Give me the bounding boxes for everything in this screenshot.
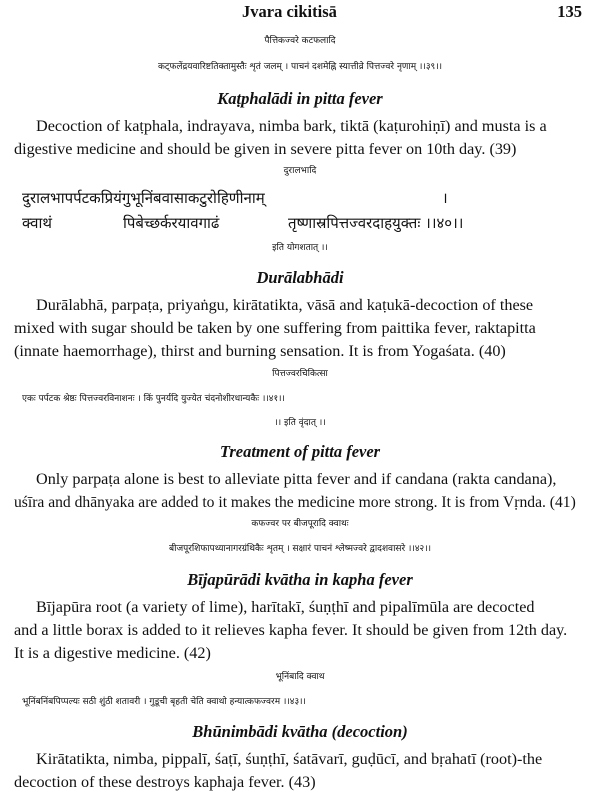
paragraph-line: digestive medicine and should be given in severe pitta fever on 10th day. (39) — [14, 140, 517, 158]
sanskrit-source-line: इति योगशतात् ।। — [272, 243, 328, 253]
sanskrit-heading: भूनिंबादि क्वाथ — [275, 672, 325, 682]
sanskrit-verse — [0, 188, 600, 238]
sanskrit-heading: पैत्तिकज्वरे कटफलादि — [264, 36, 336, 46]
sanskrit-heading: दुरालभादि — [283, 166, 317, 176]
paragraph — [14, 468, 582, 514]
sanskrit-verse: कट्फलेंद्रयवारिष्टतिक्तामुस्तैः शृतं जलम् । पाचनं दशमेह्नि स्यात्तीव्रे पित्तज्वरे नृणाम् ।।३९।। — [157, 62, 443, 72]
sanskrit-source-line: ।। इति वृंदात् ।। — [274, 418, 326, 428]
verse-part: पिबेच्छर्करयावगाढं — [123, 214, 220, 232]
paragraph — [14, 748, 582, 794]
paragraph-line: Kirātatikta, nimba, pippalī, śaṭī, śuṇṭhī, śatāvarī, guḍūcī, and bṛahatī (root)-the — [36, 750, 543, 768]
section-heading: Bījapūrādi kvātha in kapha fever — [187, 570, 413, 589]
paragraph-line: and a little borax is added to it relieves kapha fever. It should be given from 12th day. — [14, 621, 568, 639]
verse-part: । — [442, 189, 448, 207]
running-title: Jvara cikitisā — [242, 2, 337, 21]
verse-part: तृष्णास्रपित्तज्वरदाहयुक्तः ।।४०।। — [288, 214, 464, 232]
paragraph — [14, 596, 582, 665]
paragraph-line: mixed with sugar should be taken by one suffering from paittika fever, raktapitta — [14, 319, 536, 337]
section-heading: Durālabhādi — [256, 268, 344, 287]
section-heading: Treatment of pitta fever — [219, 442, 381, 461]
verse-part: दुरालभापर्पटकप्रियंगुभूनिंबवासाकटुरोहिणीनाम् — [22, 189, 265, 207]
section-heading: Kaṭphalādi in pitta fever — [217, 89, 383, 108]
sanskrit-verse: एकः पर्पटक श्रेष्ठः पित्तज्वरविनाशनः । किं पुनर्यदि युज्येत चंदनोशीरधान्यकैः ।।४१।। — [22, 394, 285, 404]
paragraph — [14, 294, 582, 363]
paragraph-line: decoction of these destroys kaphaja fever. (43) — [14, 773, 316, 791]
paragraph-line: uśīra and dhānyaka are added to it makes the medicine more strong. It is from Vṛnda. (41) — [14, 494, 576, 511]
paragraph-line: Durālabhā, parpaṭa, priyaṅgu, kirātatikta, vāsā and kaṭukā-decoction of these — [36, 296, 534, 314]
paragraph-line: Bījapūra root (a variety of lime), harītakī, śuṇṭhī and pipalīmūla are decocted — [36, 598, 535, 616]
verse-part: क्वाथं — [22, 214, 52, 232]
sanskrit-heading: पित्तज्वरचिकित्सा — [272, 369, 328, 379]
paragraph-line: Decoction of kaṭphala, indrayava, nimba bark, tiktā (kaṭurohiṇī) and musta is a — [36, 117, 547, 135]
running-header — [0, 2, 600, 24]
paragraph — [14, 115, 582, 161]
sanskrit-verse: बीजपूरशिफापथ्यानागरग्रंथिकैः शृतम् । सक्षारं पाचनं श्लेष्मज्वरे द्वादशवासरे ।।४२।। — [168, 544, 432, 554]
sanskrit-heading: कफज्वर पर बीजपूरादि क्वाथः — [251, 519, 349, 529]
paragraph-line: (innate haemorrhage), thirst and burning sensation. It is from Yogaśata. (40) — [14, 342, 506, 360]
paragraph-line: Only parpaṭa alone is best to alleviate pitta fever and if candana (rakta candana), — [36, 470, 557, 488]
page-number: 135 — [557, 2, 582, 21]
section-heading: Bhūnimbādi kvātha (decoction) — [192, 722, 408, 741]
paragraph-line: It is a digestive medicine. (42) — [14, 644, 211, 662]
sanskrit-verse: भूनिंबनिंबपिप्पल्यः सठी शुंठी शतावरी । गुडूची बृहती चेति क्वाथो हन्यात्कफज्वरम ।।४३।। — [22, 697, 306, 707]
